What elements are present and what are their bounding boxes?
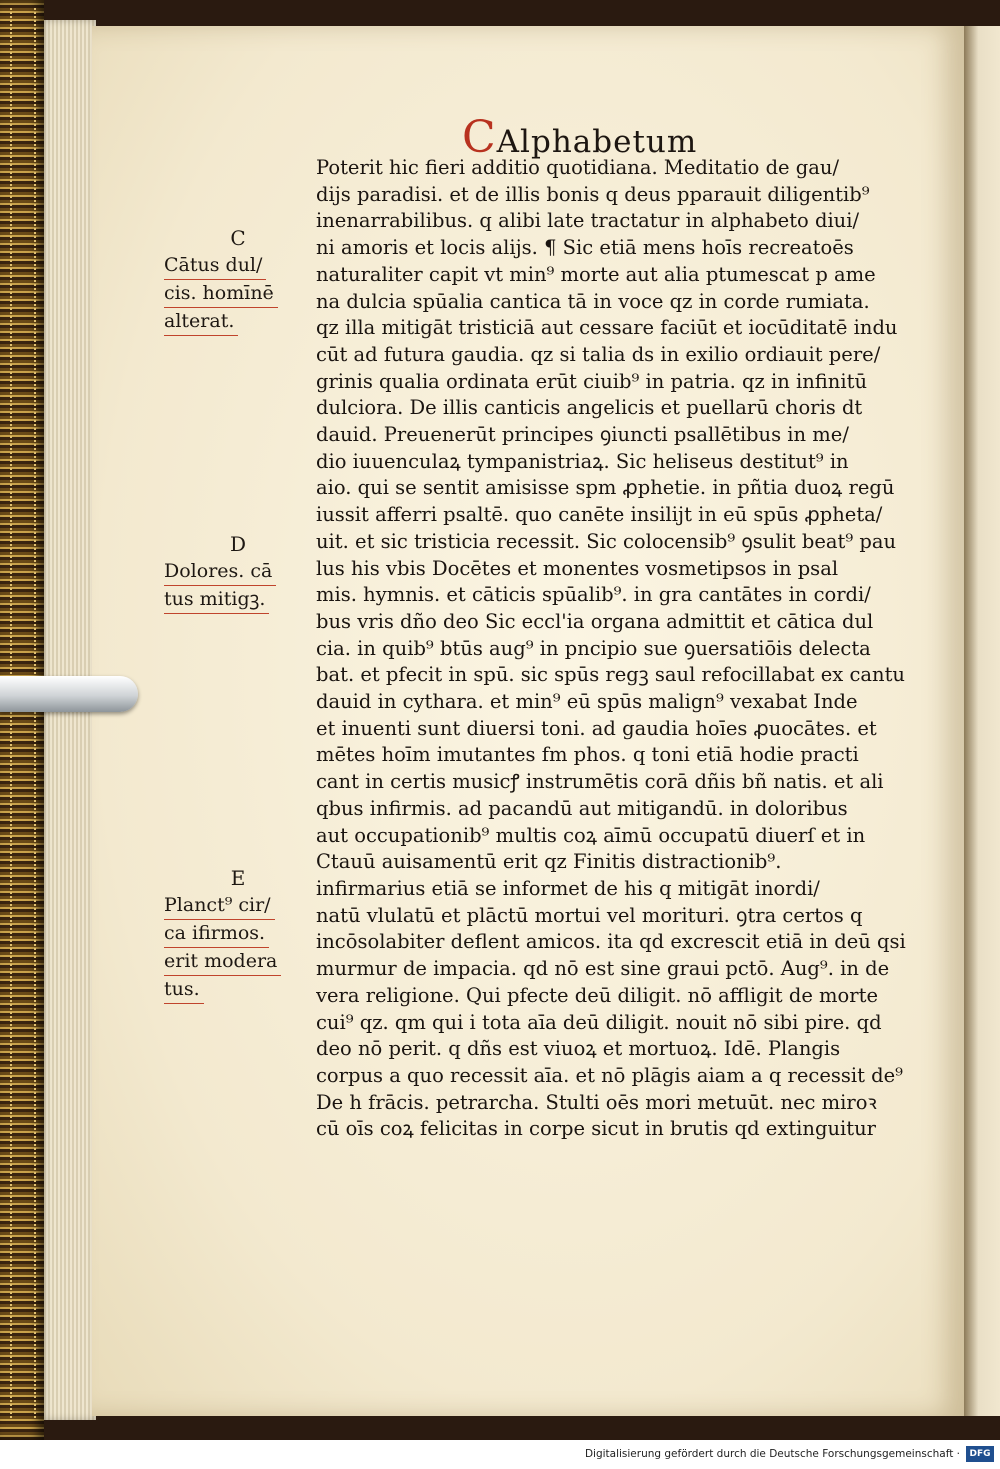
margin-note-line: alterat. bbox=[164, 308, 238, 336]
margin-note-letter: D bbox=[229, 532, 247, 556]
text-line: na dulcia spūalia cantica tā in voce qz in corde rumiata. bbox=[316, 289, 870, 313]
text-line: iussit afferri psaltē. quo canēte insilijt in eū spūs ꝓpheta/ bbox=[316, 503, 883, 527]
text-line: grinis qualia ordinata erūt ciuib⁹ in patria. qz in infinitū bbox=[316, 369, 867, 393]
text-line: natū vlulatū et plāctū mortui vel morituri. ꝯtra certos q bbox=[316, 903, 863, 927]
text-line: vera religione. Qui pfecte deū diligit. nō affligit de morte bbox=[316, 983, 878, 1007]
text-line: qbus infirmis. ad pacandū aut mitigandū. in doloribus bbox=[316, 796, 848, 820]
text-line: corpus a quo recessit aīa. et nō plāgis aiam a q recessit de⁹ bbox=[316, 1063, 903, 1087]
margin-note-letter: E bbox=[230, 866, 246, 890]
margin-note-c bbox=[164, 226, 304, 336]
text-line: bat. et pfecit in spū. sic spūs regꝫ saul refocillabat ex cantu bbox=[316, 663, 905, 687]
text-line: infirmarius etiā se informet de his q mitigāt inordi/ bbox=[316, 876, 820, 900]
text-line: dauid. Preuenerūt principes ꝯiuncti psallētibus in me/ bbox=[316, 423, 849, 447]
dfg-logo: DFG bbox=[966, 1446, 994, 1462]
book-binding bbox=[0, 0, 44, 1440]
text-line: bus vris dño deo Sic eccl'ia organa admittit et cātica dul bbox=[316, 609, 874, 633]
text-line: aut occupationib⁹ multis coꝝ aīmū occupatū diuerſ et in bbox=[316, 823, 866, 847]
main-text-column bbox=[316, 155, 916, 1143]
funding-credit: Digitalisierung gefördert durch die Deutsche Forschungsgemeinschaft · bbox=[584, 1448, 960, 1460]
page-gutter bbox=[964, 26, 1000, 1416]
margin-note-line: erit modera bbox=[164, 948, 281, 976]
text-line: ni amoris et locis alijs. ¶ Sic etiā mens hoīs recreatoēs bbox=[316, 236, 854, 260]
text-line: mētes hoīm imutantes fm phos. q toni etiā hodie practi bbox=[316, 743, 859, 767]
margin-note-letter: C bbox=[230, 226, 246, 250]
text-line: lus his vbis Docētes et monentes vosmetipsos in psal bbox=[316, 556, 839, 580]
text-line: De h frācis. petrarcha. Stulti oēs mori metuūt. nec miroꝛ bbox=[316, 1090, 877, 1114]
text-line: aio. qui se sentit amisisse spm ꝓphetie. in pñtia duoꝝ regū bbox=[316, 476, 895, 500]
margin-note-line: Planct⁹ cir/ bbox=[164, 892, 275, 920]
text-line: dijs paradisi. et de illis bonis q deus pparauit diligentib⁹ bbox=[316, 182, 870, 206]
title-text: Alphabetum bbox=[496, 124, 698, 160]
margin-note-e bbox=[164, 866, 304, 1004]
page-clip bbox=[0, 676, 138, 712]
text-line: dauid in cythara. et min⁹ eū spūs malign⁹ vexabat Inde bbox=[316, 690, 858, 714]
text-line: cui⁹ qz. qm qui i tota aīa deū diligit. nouit nō sibi pire. qd bbox=[316, 1010, 882, 1034]
text-line: deo nō perit. q dñs est viuoꝝ et mortuoꝝ. Idē. Plangis bbox=[316, 1037, 841, 1061]
text-line: qz illa mitigāt tristiciā aut cessare faciūt et iocūditatē indu bbox=[316, 316, 898, 340]
text-line: murmur de impacia. qd nō est sine graui pctō. Aug⁹. in de bbox=[316, 957, 890, 981]
text-line: mis. hymnis. et cāticis spūalib⁹. in gra cantātes in cordi/ bbox=[316, 583, 871, 607]
text-line: incōsolabiter deflent amicos. ita qd excrescit etiā in deū qsi bbox=[316, 930, 906, 954]
margin-note-line: cis. homīnē bbox=[164, 280, 278, 308]
margin-note-line: ca ifirmos. bbox=[164, 920, 269, 948]
text-line: cia. in quib⁹ btūs aug⁹ in pncipio sue ꝯuersatiōis delecta bbox=[316, 636, 871, 660]
margin-note-line: tus mitigꝫ. bbox=[164, 586, 269, 614]
text-line: Poterit hic fieri additio quotidiana. Meditatio de gau/ bbox=[316, 156, 840, 179]
margin-note-line: Cātus dul/ bbox=[164, 252, 266, 280]
text-line: Ctauū auisamentū erit qz Finitis distractionib⁹. bbox=[316, 850, 782, 874]
footer-bar bbox=[0, 1440, 1000, 1469]
text-line: dio iuuenculaꝝ tympanistriaꝝ. Sic heliseus destitut⁹ in bbox=[316, 449, 849, 473]
margin-note-line: tus. bbox=[164, 976, 204, 1004]
text-line: cant in certis musicꝭ instrumētis corā dñis bñ natis. et ali bbox=[316, 770, 884, 794]
text-line: uit. et sic tristicia recessit. Sic colocensib⁹ ꝯsulit beat⁹ pau bbox=[316, 529, 897, 553]
page-edges bbox=[44, 20, 96, 1420]
text-line: et inuenti sunt diuersi toni. ad gaudia hoīes ꝓuocātes. et bbox=[316, 716, 877, 740]
margin-note-line: Dolores. cā bbox=[164, 558, 276, 586]
text-line: cūt ad futura gaudia. qz si talia ds in exilio ordiauit pere/ bbox=[316, 342, 881, 366]
text-line: dulciora. De illis canticis angelicis et puellarū choris dt bbox=[316, 396, 863, 420]
margin-note-d bbox=[164, 532, 304, 614]
text-line: inenarrabilibus. q alibi late tractatur in alphabeto diui/ bbox=[316, 209, 860, 233]
text-line: naturaliter capit vt min⁹ morte aut alia ptumescat p ame bbox=[316, 262, 876, 286]
title-initial: C bbox=[462, 112, 497, 163]
text-line: cū oīs coꝝ felicitas in corpe sicut in brutis qd extinguitur bbox=[316, 1117, 876, 1141]
